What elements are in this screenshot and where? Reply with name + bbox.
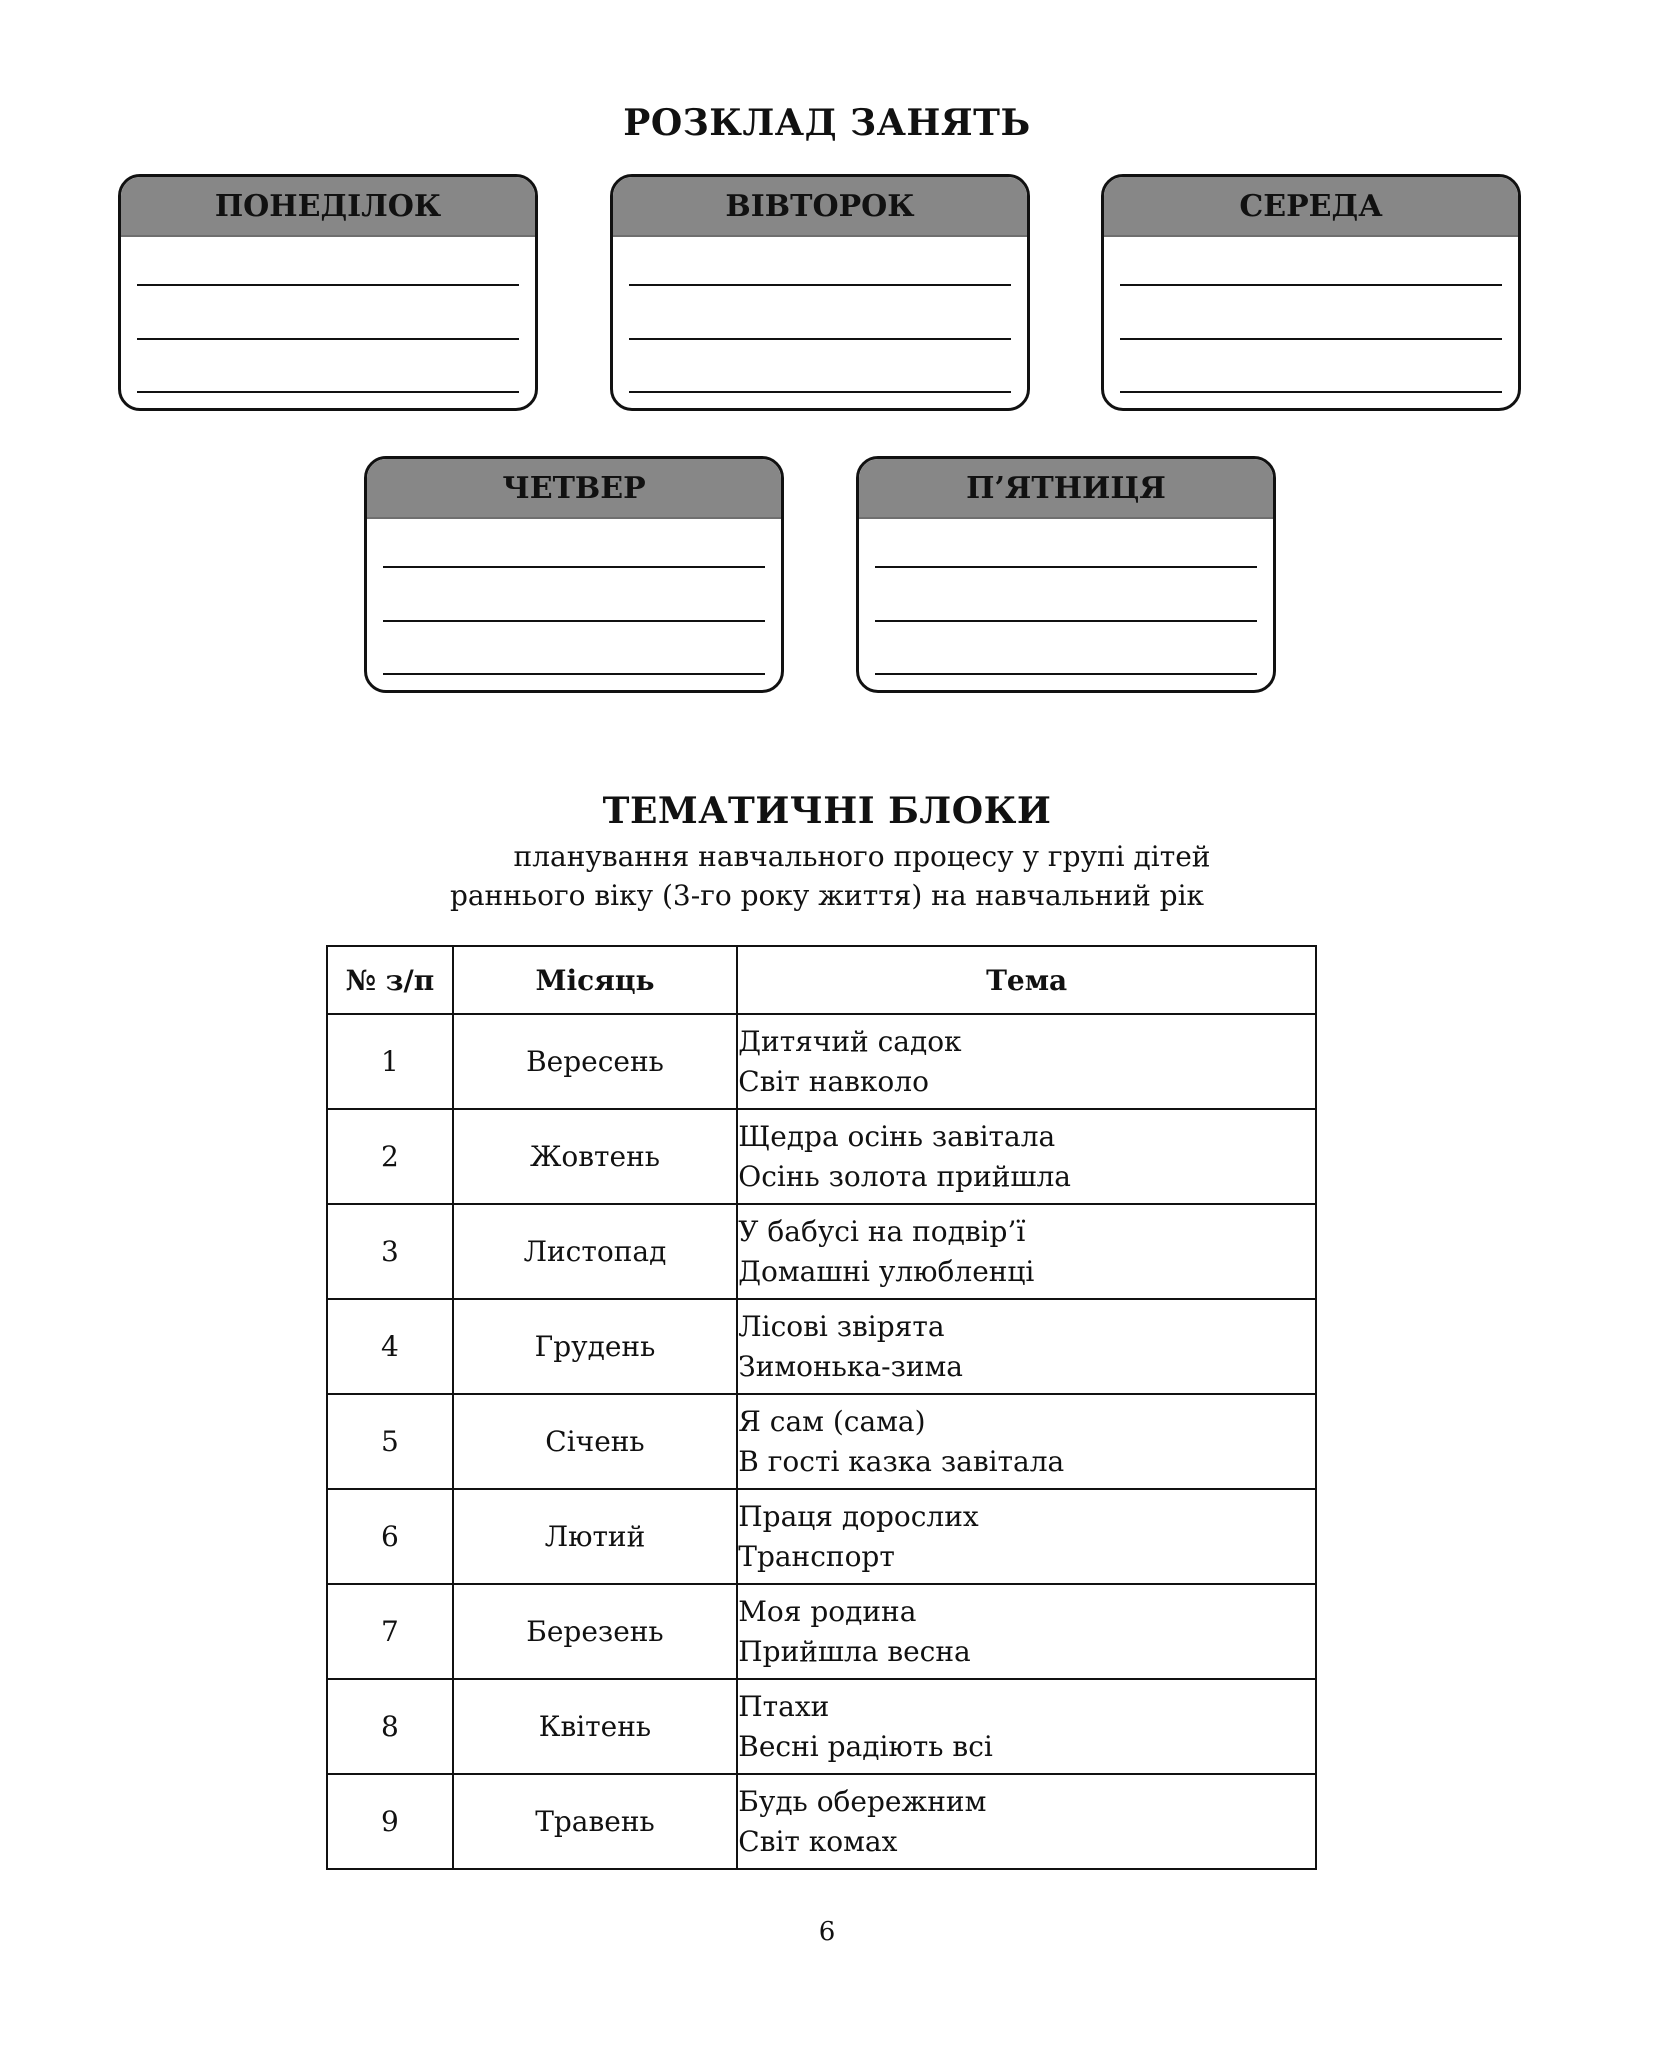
row-topics: [737, 1394, 1316, 1489]
writing-line: [383, 620, 765, 622]
row-number: 9: [327, 1774, 453, 1869]
row-topics: [737, 1109, 1316, 1204]
writing-line: [137, 284, 519, 286]
row-topics: [737, 1774, 1316, 1869]
row-number: 7: [327, 1584, 453, 1679]
table-row: [327, 1299, 1316, 1394]
row-topics: [737, 1679, 1316, 1774]
topic-line: Лісові звірята: [738, 1309, 945, 1343]
topic-line: Птахи: [738, 1689, 830, 1723]
table-row: [327, 1584, 1316, 1679]
row-month: Грудень: [453, 1299, 738, 1394]
day-card-thursday: [364, 456, 784, 693]
thematic-blocks-title: ТЕМАТИЧНІ БЛОКИ: [602, 790, 1052, 832]
row-topics: [737, 1204, 1316, 1299]
writing-line: [875, 673, 1257, 675]
page-number: 6: [818, 1917, 836, 1947]
writing-line: [1120, 391, 1502, 393]
row-topics: [737, 1489, 1316, 1584]
topic-line: Транспорт: [738, 1539, 895, 1573]
writing-line: [137, 338, 519, 340]
row-month: Січень: [453, 1394, 738, 1489]
row-number: 1: [327, 1014, 453, 1109]
row-month: Листопад: [453, 1204, 738, 1299]
table-row: [327, 1394, 1316, 1489]
writing-line: [629, 284, 1011, 286]
writing-line: [629, 391, 1011, 393]
topic-line: Щедра осінь завітала: [738, 1119, 1056, 1153]
table-row: [327, 1774, 1316, 1869]
row-month: Травень: [453, 1774, 738, 1869]
day-card-wednesday: [1101, 174, 1521, 411]
topic-line: Домашні улюбленці: [738, 1254, 1035, 1288]
row-number: 8: [327, 1679, 453, 1774]
row-number: 5: [327, 1394, 453, 1489]
day-name: ПОНЕДІЛОК: [121, 177, 535, 237]
day-card-tuesday: [610, 174, 1030, 411]
topic-line: Моя родина: [738, 1594, 917, 1628]
day-card-monday: [118, 174, 538, 411]
day-name: ВІВТОРОК: [613, 177, 1027, 237]
writing-line: [137, 391, 519, 393]
writing-line: [875, 620, 1257, 622]
row-month: Лютий: [453, 1489, 738, 1584]
writing-line: [383, 566, 765, 568]
day-card-friday: [856, 456, 1276, 693]
topic-line: Дитячий садок: [738, 1024, 962, 1058]
writing-line: [1120, 338, 1502, 340]
row-number: 4: [327, 1299, 453, 1394]
row-month: Березень: [453, 1584, 738, 1679]
day-name: ЧЕТВЕР: [367, 459, 781, 519]
writing-line: [1120, 284, 1502, 286]
table-row: [327, 1204, 1316, 1299]
writing-line: [875, 566, 1257, 568]
row-month: Квітень: [453, 1679, 738, 1774]
row-number: 6: [327, 1489, 453, 1584]
topic-line: Я сам (сама): [738, 1404, 926, 1438]
topic-line: Весні радіють всі: [738, 1729, 993, 1763]
row-month: Вересень: [453, 1014, 738, 1109]
topic-line: В гості казка завітала: [738, 1444, 1065, 1478]
header-number: № з/п: [327, 946, 453, 1014]
topic-line: Прийшла весна: [738, 1634, 971, 1668]
day-name: СЕРЕДА: [1104, 177, 1518, 237]
row-topics: [737, 1014, 1316, 1109]
day-name: П’ЯТНИЦЯ: [859, 459, 1273, 519]
table-header-row: [327, 946, 1316, 1014]
topic-line: Світ комах: [738, 1824, 898, 1858]
row-topics: [737, 1299, 1316, 1394]
thematic-blocks-subtitle-line-1: планування навчального процесу у групі дітей: [513, 840, 1211, 873]
thematic-blocks-table: [326, 945, 1317, 1870]
row-number: 2: [327, 1109, 453, 1204]
table-row: [327, 1014, 1316, 1109]
schedule-title: РОЗКЛАД ЗАНЯТЬ: [623, 102, 1031, 144]
writing-line: [629, 338, 1011, 340]
thematic-blocks-subtitle-line-2: раннього віку (3-го року життя) на навчальний рік: [449, 879, 1205, 912]
header-month: Місяць: [453, 946, 738, 1014]
writing-line: [383, 673, 765, 675]
topic-line: Будь обережним: [738, 1784, 987, 1818]
topic-line: Світ навколо: [738, 1064, 929, 1098]
row-month: Жовтень: [453, 1109, 738, 1204]
header-topic: Тема: [737, 946, 1316, 1014]
table-row: [327, 1679, 1316, 1774]
table-row: [327, 1109, 1316, 1204]
row-number: 3: [327, 1204, 453, 1299]
topic-line: Праця дорослих: [738, 1499, 979, 1533]
topic-line: Зимонька-зима: [738, 1349, 963, 1383]
table-row: [327, 1489, 1316, 1584]
row-topics: [737, 1584, 1316, 1679]
topic-line: У бабусі на подвір’ї: [738, 1214, 1026, 1248]
topic-line: Осінь золота прийшла: [738, 1159, 1071, 1193]
